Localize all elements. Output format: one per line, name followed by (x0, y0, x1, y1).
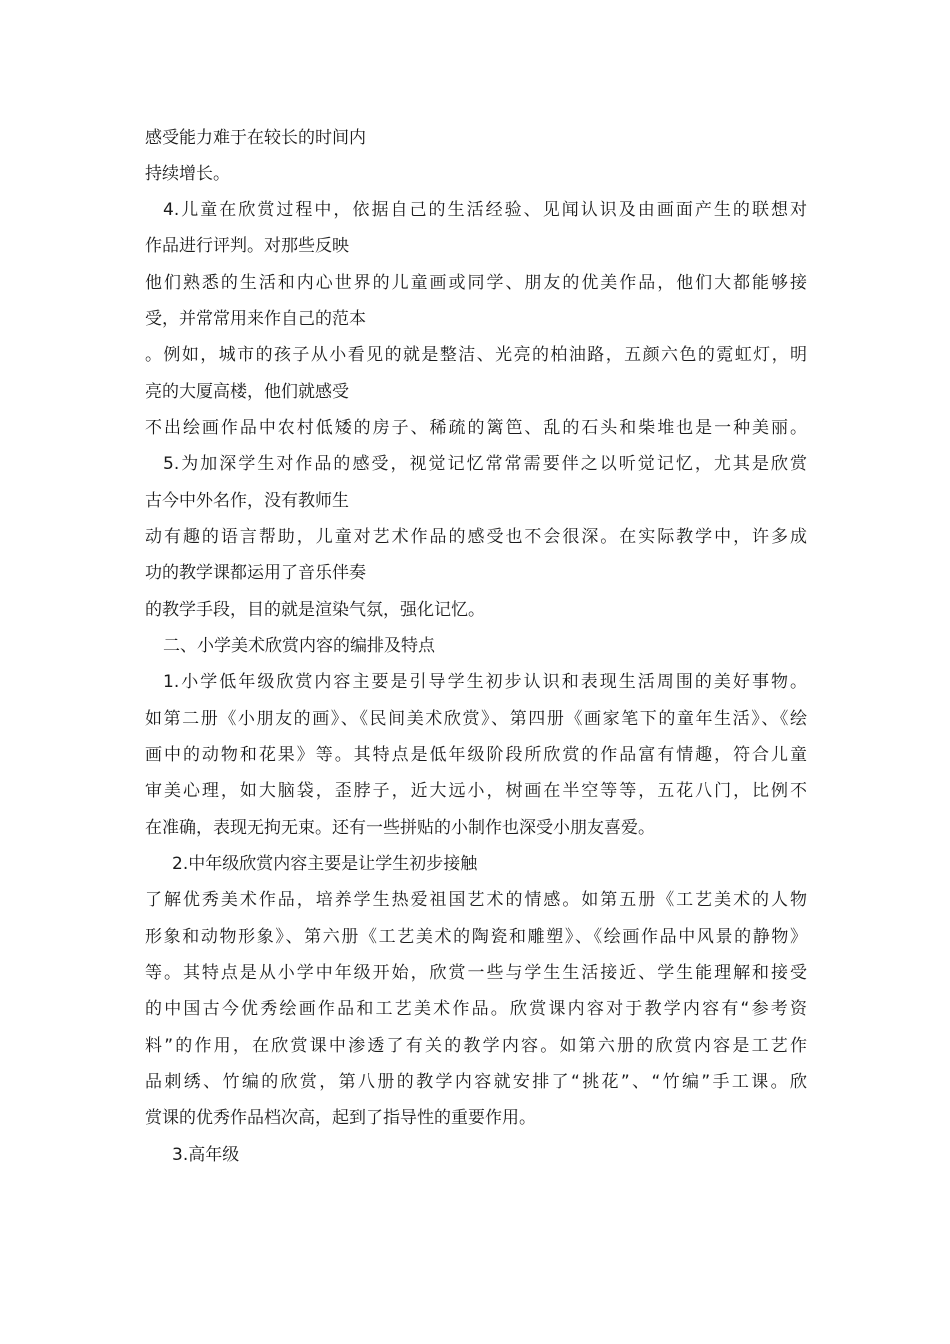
text-line: 4.儿童在欣赏过程中，依据自己的生活经验、见闻认识及由画面产生的联想对 (163, 200, 807, 220)
text-line: 2.中年级欣赏内容主要是让学生初步接触 (172, 854, 478, 874)
text-line: 料”的作用，在欣赏课中渗透了有关的教学内容。如第六册的欣赏内容是工艺作 (145, 1036, 807, 1056)
text-line: 古今中外名作，没有教师生 (145, 491, 349, 511)
text-line: 形象和动物形象》、第六册《工艺美术的陶瓷和雕塑》、《绘画作品中风景的静物》 (145, 927, 807, 947)
text-line: 等。其特点是从小学中年级开始，欣赏一些与学生生活接近、学生能理解和接受 (145, 963, 807, 983)
text-line: 画中的动物和花果》等。其特点是低年级阶段所欣赏的作品富有情趣，符合儿童 (145, 745, 807, 765)
text-line: 如第二册《小朋友的画》、《民间美术欣赏》、第四册《画家笔下的童年生活》、《绘 (145, 709, 807, 729)
text-line: 的教学手段，目的就是渲染气氛，强化记忆。 (145, 600, 485, 620)
text-line: 了解优秀美术作品，培养学生热爱祖国艺术的情感。如第五册《工艺美术的人物 (145, 890, 807, 910)
text-line: 在准确，表现无拘无束。还有一些拼贴的小制作也深受小朋友喜爱。 (145, 818, 655, 838)
section-heading: 二、小学美术欣赏内容的编排及特点 (163, 636, 435, 656)
text-line: 亮的大厦高楼，他们就感受 (145, 382, 349, 402)
text-line: 持续增长。 (145, 164, 230, 184)
text-line: 1.小学低年级欣赏内容主要是引导学生初步认识和表现生活周围的美好事物。 (163, 672, 807, 692)
text-line: 品刺绣、竹编的欣赏，第八册的教学内容就安排了“挑花”、“竹编”手工课。欣 (145, 1072, 807, 1092)
text-line: 作品进行评判。对那些反映 (145, 236, 349, 256)
text-line: 。例如，城市的孩子从小看见的就是整洁、光亮的柏油路，五颜六色的霓虹灯，明 (145, 345, 807, 365)
text-line: 的中国古今优秀绘画作品和工艺美术作品。欣赏课内容对于教学内容有“参考资 (145, 999, 807, 1019)
text-line: 审美心理，如大脑袋，歪脖子，近大远小，树画在半空等等，五花八门，比例不 (145, 781, 807, 801)
text-line: 感受能力难于在较长的时间内 (145, 128, 366, 148)
text-line: 动有趣的语言帮助，儿童对艺术作品的感受也不会很深。在实际教学中，许多成 (145, 527, 807, 547)
text-line: 3.高年级 (172, 1145, 240, 1165)
text-line: 赏课的优秀作品档次高，起到了指导性的重要作用。 (145, 1108, 536, 1128)
text-line: 他们熟悉的生活和内心世界的儿童画或同学、朋友的优美作品，他们大都能够接 (145, 273, 807, 293)
text-line: 受，并常常用来作自己的范本 (145, 309, 366, 329)
text-line: 不出绘画作品中农村低矮的房子、稀疏的篱笆、乱的石头和柴堆也是一种美丽。 (145, 418, 807, 438)
text-line: 5.为加深学生对作品的感受，视觉记忆常常需要伴之以听觉记忆，尤其是欣赏 (163, 454, 807, 474)
text-line: 功的教学课都运用了音乐伴奏 (145, 563, 366, 583)
